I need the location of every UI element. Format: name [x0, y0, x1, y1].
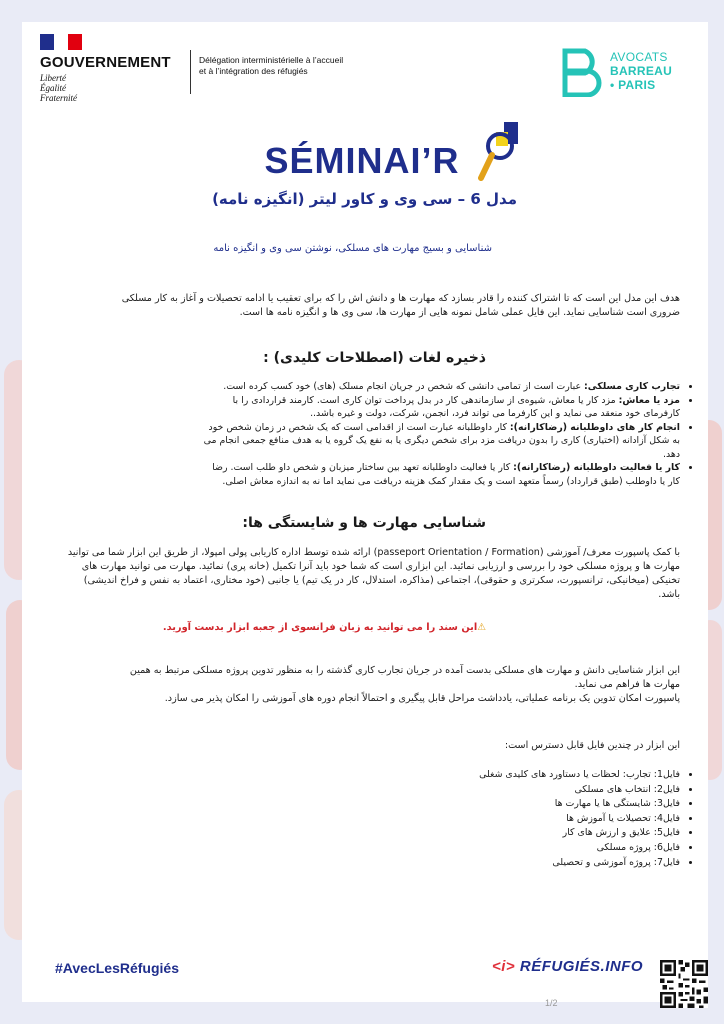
skills-paragraph: با کمک پاسپورت معرف/ آموزشی (passeport Orientation / Formation) ارائه شده توسط اداره کاریابی پولی امپولا، از طریق این ابزار شما می توانید مهارت ها و پروژه مسلکی خود را بررسی و ارزیابی نمائید. این ابزاری است که شما خود باید آنرا تکمیل (خانه پری) نمائید. مهارت می توانید مهارت های تخنیکی (میخانیکی، ترانسپورت، سکرتری و حقوقی)، اجتماعی (مذاکره، استدلال، کار در یک تیم) یا جانبی (خود مختاری، اعتماد به نفس و فراخ اندیشی) باشد.: [67, 547, 680, 600]
list-item: • فایل6: پروژه مسلکی: [380, 841, 680, 856]
hashtag[interactable]: #AvecLesRéfugiés: [55, 960, 179, 976]
lead-text: شناسایی و بسیج مهارت های مسلکی، نوشتن سی وی و انگیزه نامه: [213, 243, 492, 254]
dihal-text: Délégation interministérielle à l’accueil et à l’intégration des réfugiés: [199, 55, 344, 76]
skills-heading: شناسایی مهارت ها و شایستگی ها:: [242, 515, 486, 531]
page-frame-top: [0, 0, 724, 22]
glossary-heading: ذخیره لغات (اصطلاحات کلیدی) :: [263, 350, 486, 366]
warning-text: ⚠این سند را می توانید به زبان فرانسوی از جعبه ابزار بدست آورید.: [162, 622, 486, 633]
warning-icon: ⚠: [477, 622, 486, 633]
avocats-b-logo-icon: [557, 47, 605, 97]
files-intro: این ابزار در چندین فایل قابل دسترس است:: [504, 740, 680, 751]
list-item: • فایل2: انتخاب های مسلکی: [380, 783, 680, 798]
page-subtitle: مدل 6 – سی وی و کاور لیتر (انگیزه نامه): [212, 190, 517, 208]
glossary-list: [200, 380, 694, 488]
list-item: • فایل3: شایستگی ها یا مهارت ها: [380, 797, 680, 812]
page-title: SÉMINAI’R: [264, 140, 460, 181]
french-flag-icon: [40, 34, 82, 50]
refugies-info-logo[interactable]: <i> RÉFUGIÉS.INFO: [492, 958, 644, 975]
list-item: • تجارب کاری مسلکی: عبارت است از تمامی دانشی که شخص در جریان انجام مسلک (های) خود کسب کرده است.: [200, 380, 680, 394]
list-item: • انجام کار های داوطلبانه (رضاکارانه): کار داوطلبانه عبارت است از اقدامی است که یک شخص در زمان شخص خود به شکل آزادانه (اختیاری) کاری را بدون دریافت مزد برای شخص دیگری یا به نفع یک گروه یا به هدف منافع جمعی انجام می دهد.: [200, 421, 680, 462]
government-logo: [40, 34, 171, 103]
list-item: • فایل5: علایق و ارزش های کار: [380, 826, 680, 841]
qr-code-icon: [660, 960, 708, 1008]
list-item: • فایل4: تحصیلات یا آموزش ها: [380, 812, 680, 827]
page-frame-bottom: [0, 1002, 724, 1024]
list-item: • فایل7: پروژه آموزشی و تحصیلی: [380, 856, 680, 871]
motto: Liberté Égalité Fraternité: [40, 73, 77, 103]
files-list: [380, 768, 694, 870]
avocats-barreau-text: AVOCATS BARREAU • PARIS: [610, 50, 673, 92]
list-item: • مزد یا معاش: مزد کار یا معاش، شیوه‌ی از سازماندهی کار در بدل پرداخت توان کاری است. کارمند قراردادی را با کارفرمای خود منعقد می نماید و این کارفرما می تواند فرد، انجمن، شرکت، دولت و غیره باشد..: [200, 394, 680, 421]
intro-paragraph: هدف این مدل این است که تا اشتراک کننده را قادر بسازد که مهارت ها و دانش اش را که برای تعقیب یا ادامه تحصیلات و آغاز به کار مسلکی ضروری است شناسایی نماید. این فایل عملی شامل نمونه هایی از مهارت ها، سی وی ها و انگیزه نامه ها است.: [121, 293, 680, 318]
list-item: • کار یا فعالیت داوطلبانه (رضاکارانه): کار یا فعالیت داوطلبانه تعهد بین ساختار میزبان و شخص داو طلب است. رضا کار یا داوطلب (طبق قرارداد) رسماً متعهد است و یک مقدار کمک هزینه دریافت می نماید اما نه به اندازه معاش اصلی.: [200, 461, 680, 488]
list-item: • فایل1: تجارب: لحظات یا دستاورد های کلیدی شغلی: [380, 768, 680, 783]
gov-name: GOUVERNEMENT: [40, 54, 171, 71]
skills-paragraph-2: این ابزار شناسایی دانش و مهارت های مسلکی بدست آمده در جریان تجارب کاری گذشته را به منظور تدوین پروژه مسلکی مرتبط به همین مهارت ها فراهم می نماید. پاسپورت امکان تدوین یک برنامه عملیاتی، یادداشت مراحل قابل پیگیری و احتمالاً انجام دوره های آموزشی را امکان پذیر می سازد.: [129, 665, 680, 704]
logo-divider: [190, 50, 191, 94]
magnifier-icon: [478, 122, 522, 184]
page-number: 1/2: [545, 998, 558, 1008]
